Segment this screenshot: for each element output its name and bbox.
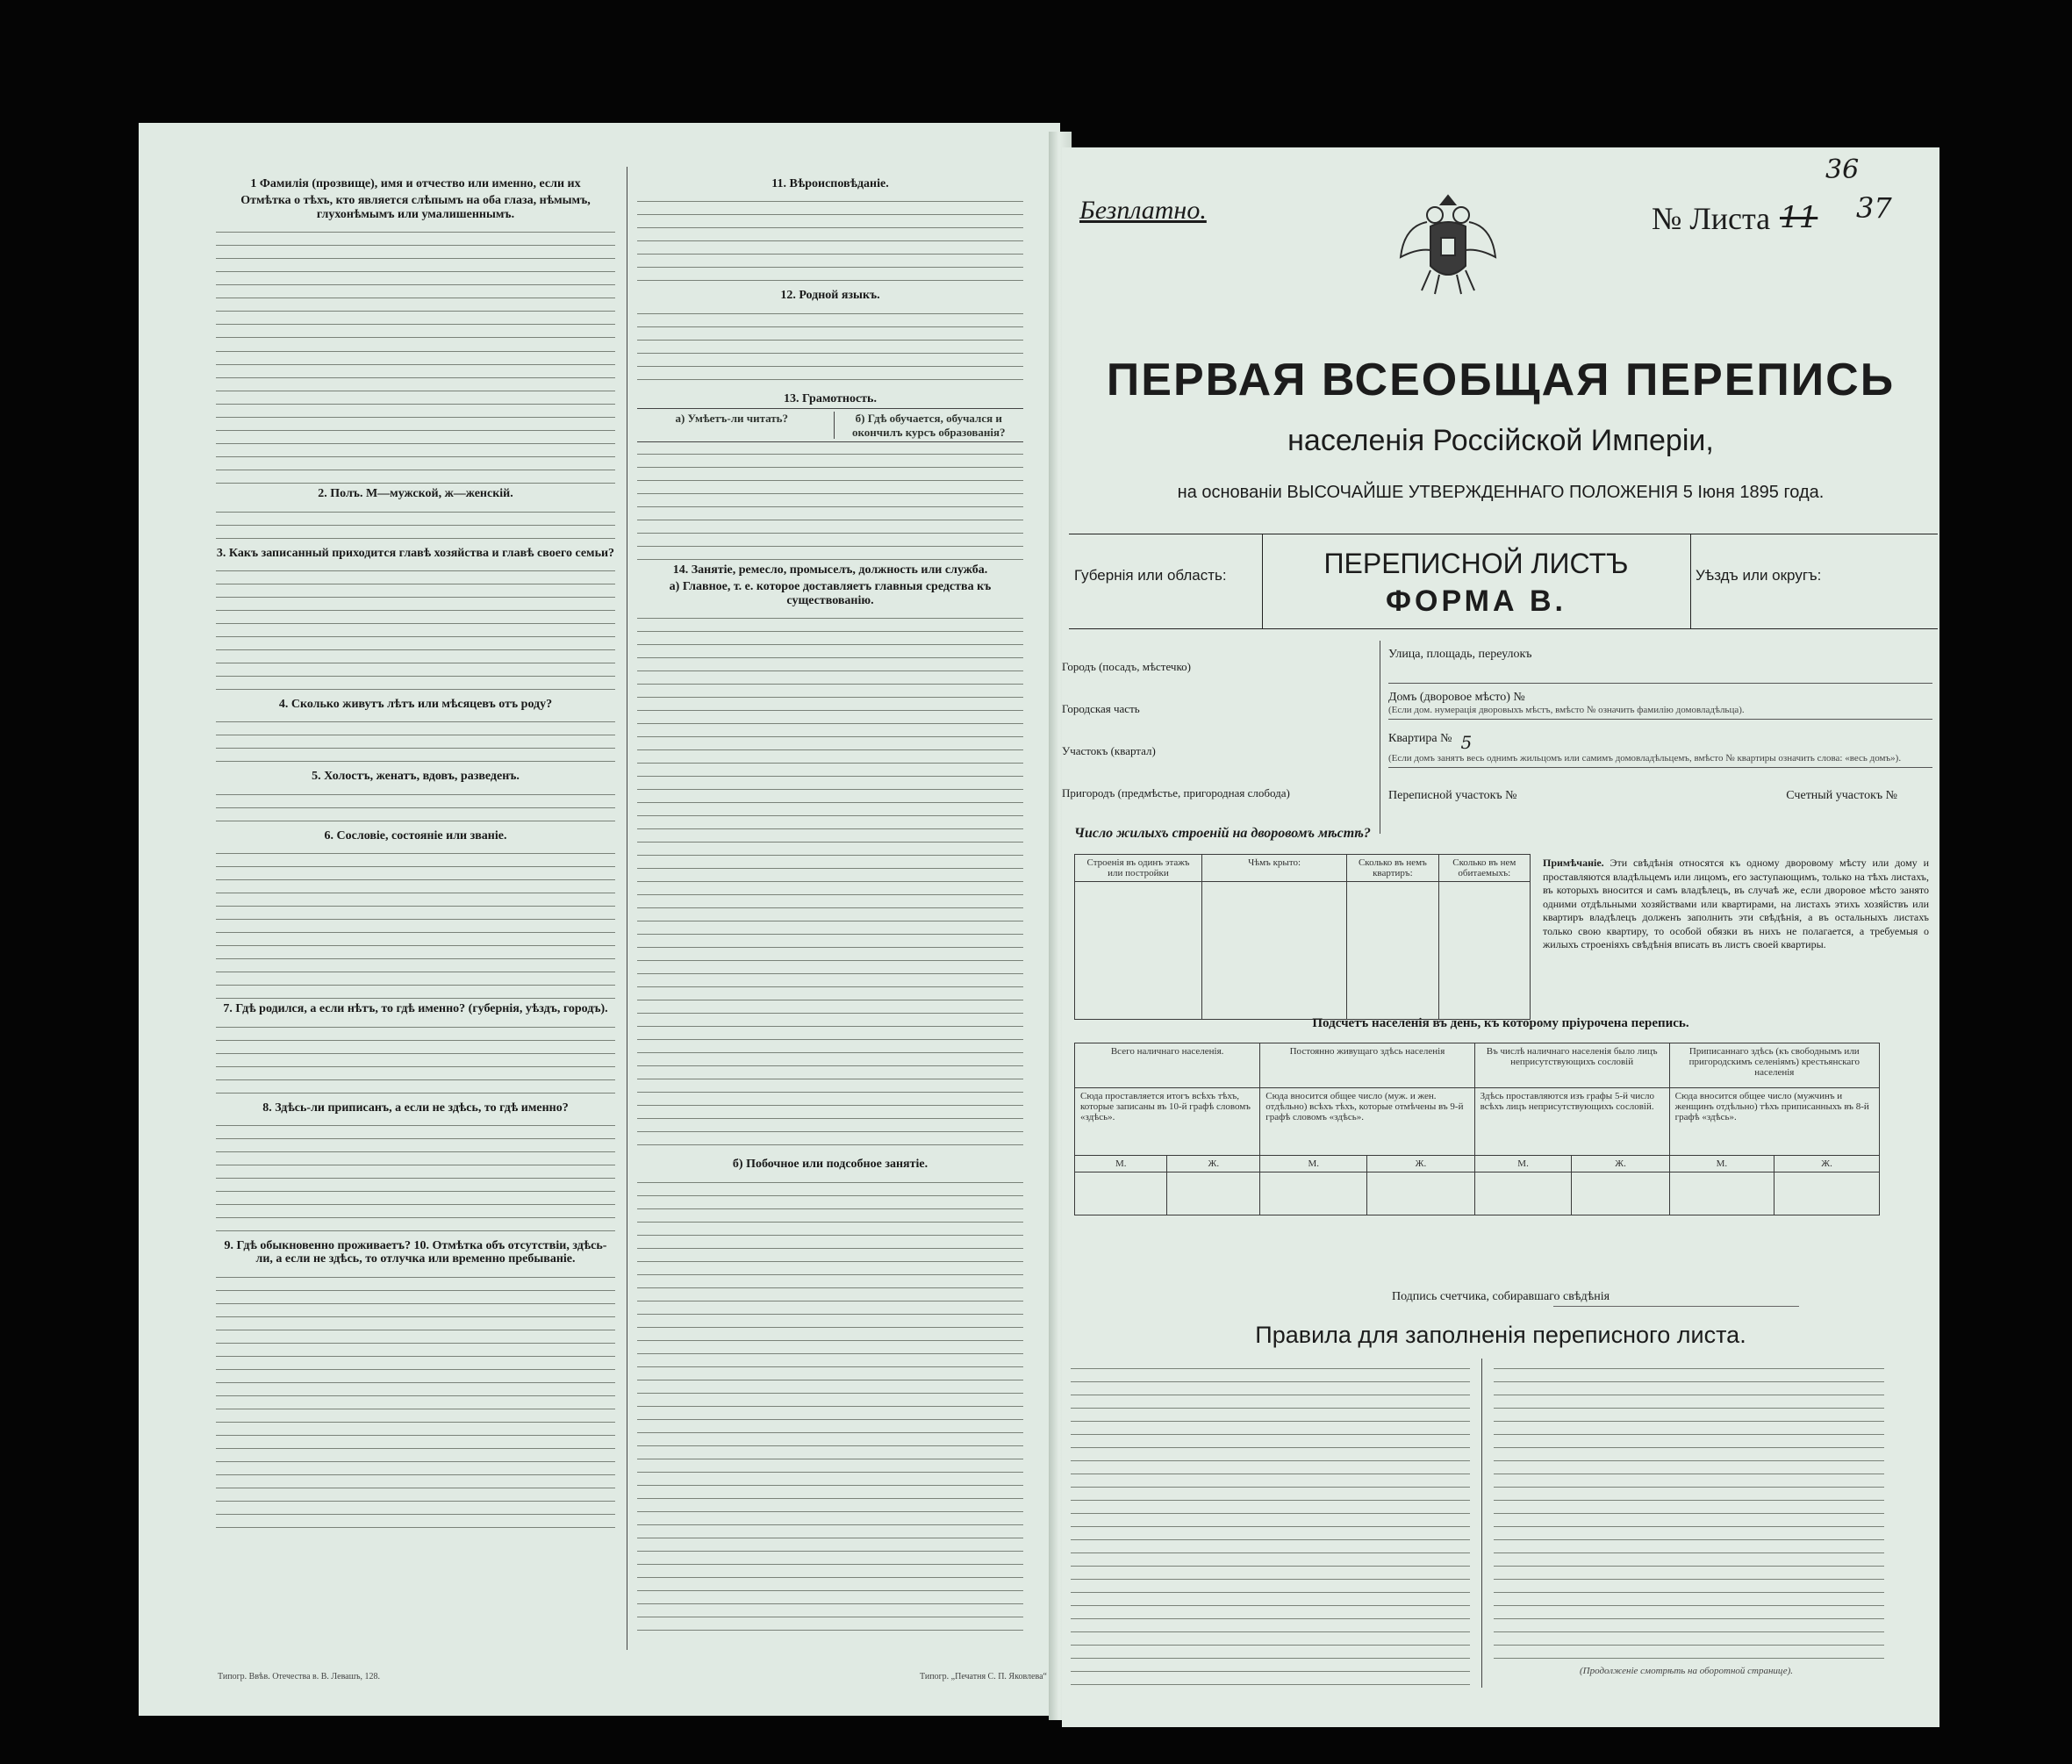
- section-heading: 1 Фамилія (прозвище), имя и отчество или именно, если их: [250, 177, 581, 190]
- subheading: б) Гдѣ обучается, обучался и окончилъ курсъ образованія?: [834, 412, 1024, 439]
- left-page: [139, 123, 1060, 1716]
- body-text: [216, 1117, 615, 1236]
- section-heading: 8. Здѣсь-ли приписанъ, а если не здѣсь, то гдѣ именно?: [262, 1101, 569, 1115]
- section-heading: 11. Вѣроисповѣданіе.: [771, 177, 889, 190]
- col-label: М.: [1474, 1156, 1572, 1172]
- table-note: Сюда проставляется итогъ всѣхъ тѣхъ, которые записаны въ 10-й графѣ словомъ «здѣсь».: [1075, 1088, 1260, 1156]
- district-label: Уѣздъ или округъ:: [1696, 567, 1822, 584]
- col-label: М.: [1260, 1156, 1367, 1172]
- census-form-page: [1062, 147, 1939, 1727]
- table-cell[interactable]: [1075, 1172, 1167, 1215]
- body-text: [216, 224, 615, 338]
- body-text: [216, 786, 615, 826]
- apartment-field: Квартира №: [1388, 732, 1452, 745]
- table-cell[interactable]: [1075, 882, 1202, 1020]
- table-header: Сколько въ нем обитаемыхъ:: [1438, 855, 1530, 882]
- body-text: [637, 305, 1023, 389]
- sheet-number-corrected: 37: [1856, 191, 1892, 225]
- rule: [1690, 534, 1691, 628]
- note-heading: Примѣчаніе.: [1543, 857, 1604, 869]
- dwellings-table: [1074, 854, 1531, 1020]
- table-cell[interactable]: [1474, 1172, 1572, 1215]
- rules-continue: (Продолженіе смотрѣть на оборотной странице).: [1580, 1666, 1793, 1676]
- section-heading: 3. Какъ записанный приходится главѣ хозяйства и главѣ своего семьи?: [216, 546, 615, 560]
- census-sheet-title: ПЕРЕПИСНОЙ ЛИСТЪ: [1323, 548, 1629, 579]
- table-cell[interactable]: [1438, 882, 1530, 1020]
- body-text: [637, 1174, 1023, 1639]
- section-heading: б) Побочное или подсобное занятіе.: [732, 1158, 928, 1172]
- body-text: [216, 563, 615, 694]
- table-cell[interactable]: [1167, 1172, 1260, 1215]
- table-header: Всего наличнаго населенія.: [1075, 1043, 1260, 1088]
- body-text: [216, 343, 615, 484]
- section-heading: 12. Родной языкъ.: [780, 289, 880, 303]
- table-cell[interactable]: [1260, 1172, 1367, 1215]
- col-label: Ж.: [1572, 1156, 1669, 1172]
- signature-line: [1553, 1306, 1799, 1307]
- area-row: [1388, 789, 1932, 803]
- col-label: М.: [1669, 1156, 1774, 1172]
- table-header: Сколько въ немъ квартиръ:: [1347, 855, 1438, 882]
- printer-mark: Типогр. Ввѣв. Отечества в. В. Левашъ, 128.: [218, 1672, 380, 1682]
- section-heading: 6. Сословіе, состояніе или званіе.: [324, 828, 507, 843]
- table-note: Сюда вносится общее число (мужчинъ и женщинъ отдѣльно) тѣхъ приписанныхъ въ 8-й графѣ «здѣсь».: [1669, 1088, 1879, 1156]
- literacy-subheads: [637, 408, 1023, 442]
- table-header: Строенія въ одинъ этажъ или постройки: [1075, 855, 1202, 882]
- address-field-city: Городъ (посадъ, мѣстечко): [1062, 660, 1191, 673]
- body-text: [216, 845, 615, 999]
- free-label: Безплатно.: [1079, 196, 1207, 225]
- col-label: Ж.: [1774, 1156, 1880, 1172]
- body-text: [216, 713, 615, 766]
- body-text: [216, 504, 615, 543]
- house-note: (Если дом. нумерація дворовыхъ мѣстъ, вмѣсто № означить фамилію домовладѣльца).: [1388, 705, 1932, 720]
- table-cell[interactable]: [1669, 1172, 1774, 1215]
- apartment-row: [1388, 732, 1932, 753]
- col-label: М.: [1075, 1156, 1167, 1172]
- table-header: Приписаннаго здѣсь (къ свободнымъ или пригородскимъ селеніямъ) крестьянскаго населенія: [1669, 1043, 1879, 1088]
- governorate-label: Губернія или область:: [1074, 567, 1227, 584]
- body-text: [216, 1019, 615, 1098]
- rules-text-column-2: [1494, 1360, 1884, 1659]
- section-heading: 5. Холостъ, женатъ, вдовъ, разведенъ.: [312, 770, 520, 784]
- imperial-eagle-emblem: [1395, 187, 1501, 301]
- col-label: Ж.: [1367, 1156, 1474, 1172]
- col-label: Ж.: [1167, 1156, 1260, 1172]
- section-heading: 9. Гдѣ обыкновенно проживаетъ? 10. Отмѣтка объ отсутствіи, здѣсь-ли, а если не здѣсь, то отлучка или временно пребываніе.: [224, 1239, 607, 1266]
- section-heading: Отмѣтка о тѣхъ, кто является слѣпымъ на оба глаза, нѣмымъ, глухонѣмымъ или умалишеннымъ.: [240, 194, 591, 221]
- address-field-city-part: Городская часть: [1062, 702, 1140, 715]
- address-right: [1388, 648, 1932, 803]
- section-heading: 7. Гдѣ родился, а если нѣтъ, то гдѣ именно? (губернія, уѣздъ, городъ).: [223, 1002, 608, 1016]
- table-header: Постоянно живущаго здѣсь населенія: [1260, 1043, 1474, 1088]
- street-field: Улица, площадь, переулокъ: [1388, 648, 1932, 684]
- table-cell[interactable]: [1367, 1172, 1474, 1215]
- address-left: [1062, 646, 1378, 814]
- section-heading: 2. Полъ. М—мужской, ж—женскій.: [318, 487, 513, 501]
- left-column-1: [216, 174, 615, 1639]
- census-area-field: Переписной участокъ №: [1388, 789, 1517, 802]
- body-text: [637, 610, 1023, 1154]
- body-text: [637, 446, 1023, 560]
- table-cell[interactable]: [1201, 882, 1346, 1020]
- address-field-quarter: Участокъ (квартал): [1062, 744, 1156, 757]
- rules-title: Правила для заполненія переписного листа.: [1255, 1322, 1746, 1348]
- page-number-handwritten: 36: [1825, 154, 1860, 185]
- form-name: ФОРМА В.: [1385, 584, 1567, 618]
- left-column-2: [637, 174, 1023, 1639]
- census-title: ПЕРВАЯ ВСЕОБЩАЯ ПЕРЕПИСЬ: [1106, 355, 1896, 405]
- sheet-number-label: № Листа: [1652, 201, 1771, 236]
- sheet-number-handwritten: 11: [1780, 200, 1818, 235]
- table-cell[interactable]: [1774, 1172, 1880, 1215]
- table-header: Чѣмъ крыто:: [1201, 855, 1346, 882]
- signature-label: Подпись счетчика, собиравшаго свѣдѣнія: [1391, 1290, 1610, 1303]
- section-heading: 4. Сколько живутъ лѣтъ или мѣсяцевъ отъ роду?: [278, 698, 553, 712]
- section-heading: а) Главное, т. е. которое доставляетъ главныя средства къ существованію.: [669, 580, 992, 607]
- section-heading: 14. Занятіе, ремесло, промыселъ, должность или служба.: [672, 563, 988, 577]
- census-subtitle: населенія Россійской Имперіи,: [1287, 424, 1714, 457]
- dwellings-note: [1543, 857, 1929, 952]
- house-field: Домъ (дворовое мѣсто) №: [1388, 691, 1525, 704]
- count-area-field: Счетный участокъ №: [1786, 789, 1897, 802]
- body-text: [637, 193, 1023, 285]
- note-text: Эти свѣдѣнія относятся къ одному дворовому мѣсту или дому и проставляются владѣльцемъ или лицомъ, его заступающимъ, только на тѣхъ листахъ, въ которыхъ вносится и самъ владѣлецъ, въ случаѣ же, если дворовое мѣсто занято одними отдѣльными хозяйствами или квартирами, на листахъ этихъ хозяйствъ или квартиръ владѣлецъ долженъ заполнить эти свѣдѣнія, а въ остальныхъ листахъ только свою квартиру, то особой обязки въ нихъ не полагается, а требуемыя о жилыхъ строеніяхъ свѣдѣнія вписать въ листъ своей квартиры.: [1543, 857, 1929, 950]
- apartment-note: (Если домъ занятъ весь однимъ жильцомъ или самимъ домовладѣльцемъ, вмѣсто № квартиры означить слова: «весь домъ»).: [1388, 753, 1932, 768]
- population-table: [1074, 1043, 1880, 1215]
- address-field-suburb: Пригородъ (предмѣстье, пригородная слобода): [1062, 786, 1290, 800]
- rule: [1069, 628, 1938, 629]
- rules-text-column-1: [1071, 1360, 1470, 1685]
- column-divider: [1481, 1359, 1482, 1688]
- table-note: Здѣсь проставляются изъ графы 5-й число всѣхъ лицъ неприсутствующихъ сословій.: [1474, 1088, 1669, 1156]
- table-note: Сюда вносится общее число (муж. и жен. отдѣльно) всѣхъ тѣхъ, которые отмѣчены въ 9-й графѣ словомъ «здѣсь».: [1260, 1088, 1474, 1156]
- table-header: Въ числѣ наличнаго населенія было лицъ неприсутствующихъ сословій: [1474, 1043, 1669, 1088]
- legal-basis: на основаніи ВЫСОЧАЙШЕ УТВЕРЖДЕННАГО ПОЛОЖЕНІЯ 5 Іюня 1895 года.: [1177, 483, 1825, 502]
- printer-mark: Типогр. „Печатня С. П. Яковлева“: [920, 1672, 1047, 1682]
- section-heading: 13. Грамотность.: [784, 391, 877, 405]
- table-cell[interactable]: [1347, 882, 1438, 1020]
- apartment-handwritten: 5: [1460, 732, 1473, 753]
- population-title: Подсчетъ населенія въ день, къ которому пріурочена перепись.: [1312, 1016, 1689, 1030]
- subheading: а) Умѣетъ-ли читать?: [675, 412, 789, 426]
- table-cell[interactable]: [1572, 1172, 1669, 1215]
- body-text: [216, 1269, 615, 1532]
- dwellings-label: Число жилыхъ строеній на дворовомъ мѣстѣ?: [1074, 826, 1371, 841]
